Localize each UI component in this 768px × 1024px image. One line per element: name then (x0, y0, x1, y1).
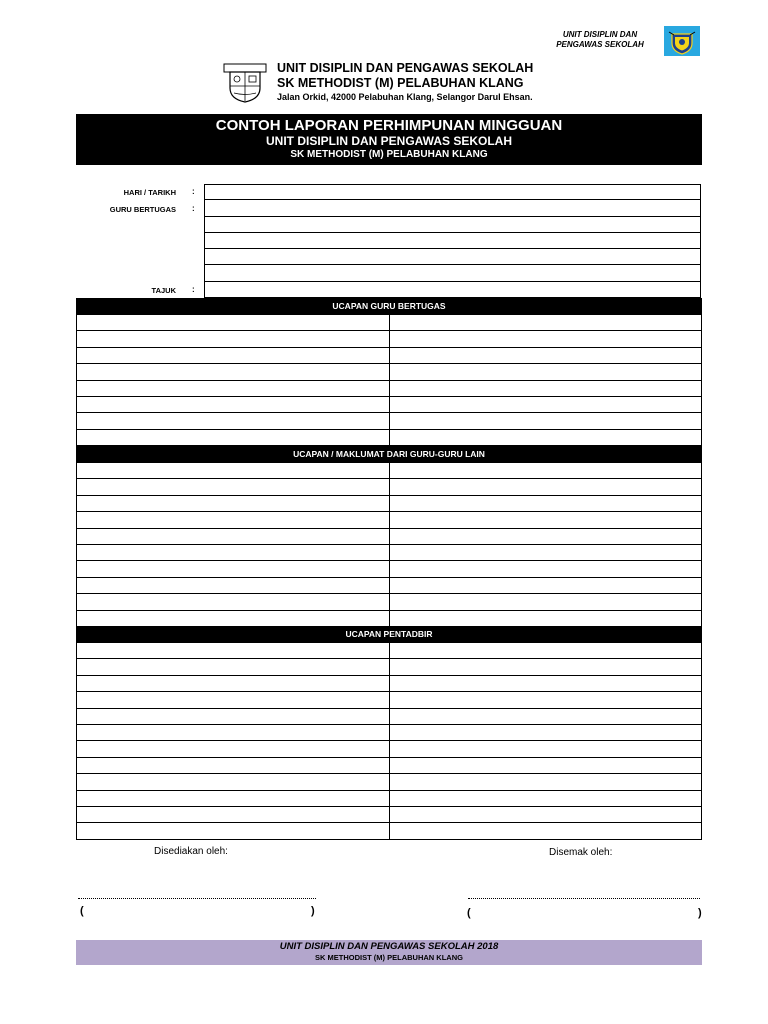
date-colon: : (192, 187, 195, 196)
table-row (76, 479, 702, 495)
entry-cell-left[interactable] (77, 774, 390, 789)
checked-by-open-paren: ( (467, 907, 471, 919)
table-row (76, 774, 702, 790)
entry-cell-left[interactable] (77, 741, 390, 756)
corner-label (540, 30, 660, 50)
entry-cell-right[interactable] (390, 758, 702, 773)
entry-cell-left[interactable] (77, 807, 390, 822)
form-subtitle-unit: UNIT DISIPLIN DAN PENGAWAS SEKOLAH (265, 134, 513, 148)
prepared-by-label: Disediakan oleh: (154, 846, 228, 857)
form-subtitle-school: SK METHODIST (M) PELABUHAN KLANG (290, 149, 488, 160)
entry-cell-right[interactable] (390, 611, 702, 626)
entry-cell-left[interactable] (77, 823, 390, 838)
entry-cell-left[interactable] (77, 643, 390, 658)
table-row (76, 692, 702, 708)
entry-cell-left[interactable] (77, 578, 390, 593)
table-row (76, 364, 702, 380)
topic-label: TAJUK (151, 286, 176, 295)
header-school: SK METHODIST (M) PELABUHAN KLANG (277, 76, 524, 90)
section-admin (76, 626, 702, 840)
entry-cell-left[interactable] (77, 413, 390, 428)
entry-cell-right[interactable] (390, 709, 702, 724)
topic-field[interactable] (204, 282, 701, 298)
date-field[interactable] (204, 184, 701, 200)
entry-cell-left[interactable] (77, 594, 390, 609)
corner-label-line2: PENGAWAS SEKOLAH (556, 40, 644, 49)
entry-cell-right[interactable] (390, 413, 702, 428)
entry-cell-left[interactable] (77, 479, 390, 494)
entry-cell-right[interactable] (390, 496, 702, 511)
table-row (76, 594, 702, 610)
entry-cell-left[interactable] (77, 348, 390, 363)
teacher-colon: : (192, 204, 195, 213)
entry-cell-right[interactable] (390, 512, 702, 527)
table-row (76, 331, 702, 347)
entry-cell-right[interactable] (390, 676, 702, 691)
entry-cell-right[interactable] (390, 479, 702, 494)
table-row (76, 709, 702, 725)
info-grid (204, 184, 701, 298)
entry-cell-right[interactable] (390, 791, 702, 806)
entry-cell-right[interactable] (390, 315, 702, 330)
title-block (76, 114, 702, 165)
table-row (76, 397, 702, 413)
teacher-field-5[interactable] (204, 265, 701, 281)
entry-cell-right[interactable] (390, 725, 702, 740)
topic-colon: : (192, 285, 195, 294)
teacher-field-2[interactable] (204, 217, 701, 233)
teacher-field-1[interactable] (204, 200, 701, 216)
entry-cell-right[interactable] (390, 397, 702, 412)
other-teachers-grid (76, 463, 702, 627)
entry-cell-left[interactable] (77, 430, 390, 445)
table-row (76, 463, 702, 479)
entry-cell-right[interactable] (390, 807, 702, 822)
entry-cell-right[interactable] (390, 561, 702, 576)
section-heading: UCAPAN PENTADBIR (76, 626, 702, 643)
section-other-teachers (76, 446, 702, 627)
checked-by-signature-line[interactable] (468, 898, 700, 899)
table-row (76, 413, 702, 429)
teacher-field-4[interactable] (204, 249, 701, 265)
entry-cell-left[interactable] (77, 659, 390, 674)
table-row (76, 529, 702, 545)
section-duty-teacher (76, 298, 702, 446)
entry-cell-left[interactable] (77, 529, 390, 544)
table-row (76, 348, 702, 364)
table-row (76, 758, 702, 774)
entry-cell-left[interactable] (77, 725, 390, 740)
table-row (76, 430, 702, 446)
checked-by-label: Disemak oleh: (549, 847, 613, 858)
table-row (76, 512, 702, 528)
table-row (76, 611, 702, 627)
entry-cell-right[interactable] (390, 331, 702, 346)
table-row (76, 381, 702, 397)
entry-cell-right[interactable] (390, 381, 702, 396)
table-row (76, 578, 702, 594)
table-row (76, 791, 702, 807)
entry-cell-left[interactable] (77, 463, 390, 478)
header-address: Jalan Orkid, 42000 Pelabuhan Klang, Selangor Darul Ehsan. (277, 92, 533, 102)
prepared-by-signature-line[interactable] (78, 898, 316, 899)
entry-cell-left[interactable] (77, 496, 390, 511)
entry-cell-left[interactable] (77, 512, 390, 527)
table-row (76, 725, 702, 741)
admin-grid (76, 643, 702, 840)
form-title: CONTOH LAPORAN PERHIMPUNAN MINGGUAN (215, 117, 563, 134)
corner-label-line1: UNIT DISIPLIN DAN (562, 30, 638, 39)
entry-cell-right[interactable] (390, 741, 702, 756)
entry-cell-left[interactable] (77, 315, 390, 330)
unit-logo-icon (664, 26, 700, 56)
entry-cell-right[interactable] (390, 659, 702, 674)
entry-cell-right[interactable] (390, 692, 702, 707)
footer-school: SK METHODIST (M) PELABUHAN KLANG (315, 953, 463, 962)
table-row (76, 561, 702, 577)
entry-cell-left[interactable] (77, 561, 390, 576)
table-row (76, 676, 702, 692)
entry-cell-left[interactable] (77, 331, 390, 346)
entry-cell-right[interactable] (390, 545, 702, 560)
entry-cell-right[interactable] (390, 529, 702, 544)
entry-cell-left[interactable] (77, 545, 390, 560)
entry-cell-right[interactable] (390, 364, 702, 379)
table-row (76, 807, 702, 823)
prepared-by-close-paren: ) (311, 905, 315, 917)
entry-cell-left[interactable] (77, 676, 390, 691)
footer-band (76, 940, 702, 965)
table-row (76, 315, 702, 331)
table-row (76, 741, 702, 757)
table-row (76, 823, 702, 839)
date-label: HARI / TARIKH (123, 188, 176, 197)
entry-cell-right[interactable] (390, 594, 702, 609)
prepared-by-open-paren: ( (80, 905, 84, 917)
table-row (76, 545, 702, 561)
entry-cell-right[interactable] (390, 463, 702, 478)
entry-cell-left[interactable] (77, 397, 390, 412)
entry-cell-right[interactable] (390, 643, 702, 658)
header-unit: UNIT DISIPLIN DAN PENGAWAS SEKOLAH (277, 61, 534, 75)
entry-cell-left[interactable] (77, 692, 390, 707)
entry-cell-left[interactable] (77, 758, 390, 773)
entry-cell-right[interactable] (390, 774, 702, 789)
entry-cell-right[interactable] (390, 578, 702, 593)
teacher-label: GURU BERTUGAS (109, 205, 176, 214)
table-row (76, 643, 702, 659)
checked-by-close-paren: ) (698, 907, 702, 919)
entry-cell-right[interactable] (390, 430, 702, 445)
section-heading: UCAPAN / MAKLUMAT DARI GURU-GURU LAIN (76, 446, 702, 463)
duty-teacher-grid (76, 315, 702, 446)
school-crest-icon (222, 62, 268, 104)
entry-cell-right[interactable] (390, 348, 702, 363)
table-row (76, 496, 702, 512)
footer-unit: UNIT DISIPLIN DAN PENGAWAS SEKOLAH 2018 (279, 941, 499, 952)
table-row (76, 659, 702, 675)
entry-cell-left[interactable] (77, 611, 390, 626)
teacher-field-3[interactable] (204, 233, 701, 249)
entry-cell-right[interactable] (390, 823, 702, 838)
section-heading: UCAPAN GURU BERTUGAS (76, 298, 702, 315)
entry-cell-left[interactable] (77, 364, 390, 379)
entry-cell-left[interactable] (77, 709, 390, 724)
entry-cell-left[interactable] (77, 381, 390, 396)
entry-cell-left[interactable] (77, 791, 390, 806)
